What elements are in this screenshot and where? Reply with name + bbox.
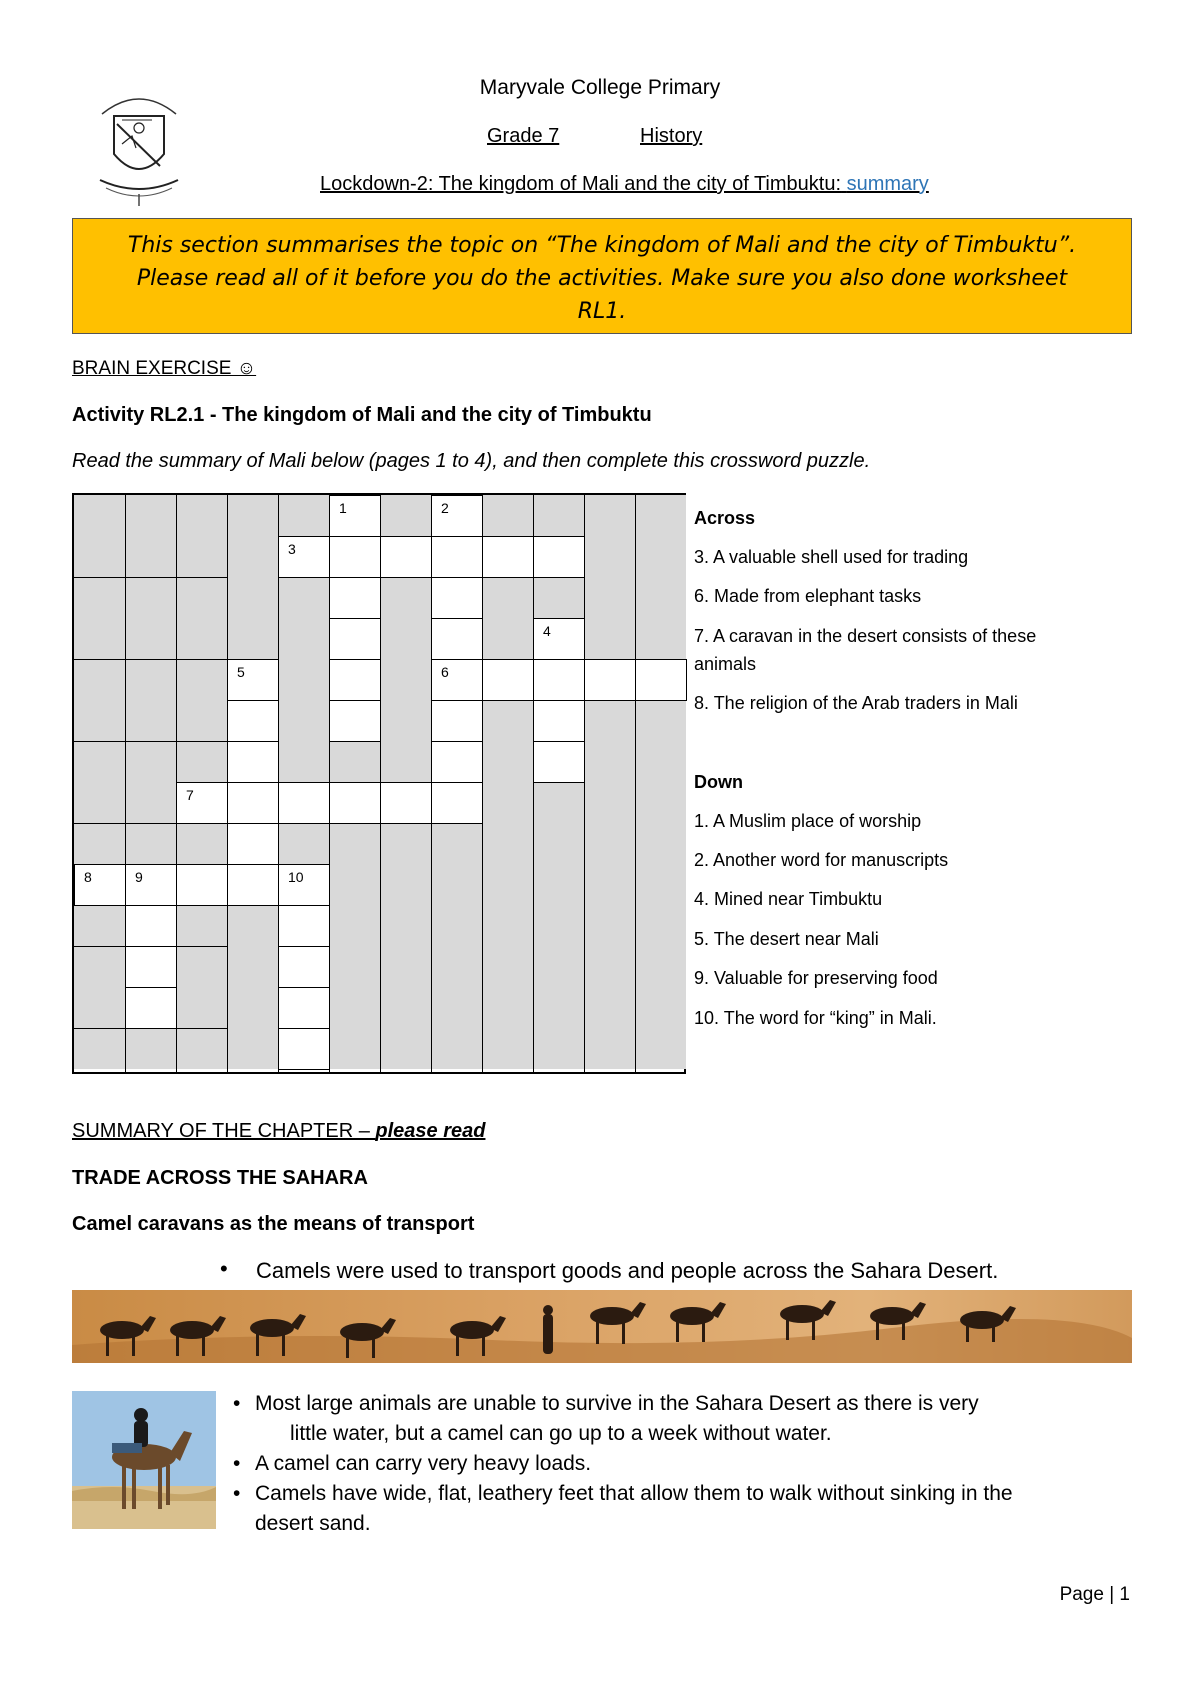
crossword-block-cell bbox=[227, 536, 278, 577]
crossword-block-cell bbox=[74, 577, 125, 618]
crossword-block-cell bbox=[380, 946, 431, 987]
crossword-block-cell bbox=[635, 577, 686, 618]
crossword-block-cell bbox=[227, 577, 278, 618]
notice-line-1: This section summarises the topic on “The kingdom of Mali and the city of Timbuktu”. bbox=[127, 233, 1077, 258]
crossword-block-cell bbox=[176, 1028, 227, 1069]
bullet-continuation: little water, but a camel can go up to a week without water. bbox=[290, 1422, 832, 1445]
bullet-icon: • bbox=[233, 1452, 241, 1475]
crossword-answer-cell[interactable] bbox=[533, 536, 585, 578]
crossword-block-cell bbox=[74, 946, 125, 987]
grid-row-line bbox=[74, 659, 227, 660]
crossword-block-cell bbox=[227, 905, 278, 946]
crossword-block-cell bbox=[482, 1028, 533, 1069]
crossword-block-cell bbox=[278, 659, 329, 700]
crossword-answer-cell[interactable] bbox=[431, 700, 483, 742]
crossword-block-cell bbox=[125, 782, 176, 823]
crossword-block-cell bbox=[482, 577, 533, 618]
crossword-clue-number: 2 bbox=[441, 500, 449, 516]
bullet-icon: • bbox=[233, 1482, 241, 1505]
brain-exercise-heading: BRAIN EXERCISE ☺ bbox=[72, 358, 257, 379]
crossword-answer-cell[interactable] bbox=[635, 659, 687, 701]
notice-line-2: Please read all of it before you do the activities. Make sure you also done worksheet bbox=[136, 266, 1068, 291]
crossword-block-cell bbox=[125, 659, 176, 700]
crossword-clue-number: 7 bbox=[186, 787, 194, 803]
crossword-answer-cell[interactable] bbox=[125, 946, 177, 988]
crossword-block-cell bbox=[74, 659, 125, 700]
crossword-block-cell bbox=[584, 577, 635, 618]
across-clue: 3. A valuable shell used for trading bbox=[694, 547, 969, 567]
down-heading: Down bbox=[694, 772, 743, 792]
bullet-text: Most large animals are unable to survive in the Sahara Desert as there is very bbox=[255, 1392, 979, 1415]
crossword-block-cell bbox=[380, 823, 431, 864]
crossword-block-cell bbox=[533, 864, 584, 905]
crossword-block-cell bbox=[584, 495, 635, 536]
crossword-block-cell bbox=[329, 946, 380, 987]
crossword-block-cell bbox=[74, 782, 125, 823]
crossword-answer-cell[interactable] bbox=[533, 618, 585, 660]
crossword-block-cell bbox=[584, 987, 635, 1028]
crossword-block-cell bbox=[176, 905, 227, 946]
crossword-block-cell bbox=[176, 495, 227, 536]
bullet-item bbox=[233, 1389, 979, 1419]
crossword-answer-cell[interactable] bbox=[380, 536, 432, 578]
crossword-block-cell bbox=[176, 659, 227, 700]
down-clue: 5. The desert near Mali bbox=[694, 929, 879, 949]
crossword-answer-cell[interactable] bbox=[176, 782, 228, 824]
crossword-block-cell bbox=[482, 823, 533, 864]
crossword-grid bbox=[72, 493, 686, 1074]
crossword-block-cell bbox=[125, 577, 176, 618]
crossword-block-cell bbox=[635, 987, 686, 1028]
crossword-clue-number: 8 bbox=[84, 869, 92, 885]
crossword-block-cell bbox=[635, 495, 686, 536]
crossword-block-cell bbox=[533, 495, 584, 536]
crossword-answer-cell[interactable] bbox=[329, 577, 381, 619]
crossword-answer-cell[interactable] bbox=[278, 905, 330, 947]
crossword-block-cell bbox=[431, 864, 482, 905]
crossword-block-cell bbox=[584, 782, 635, 823]
crossword-block-cell bbox=[176, 987, 227, 1028]
crossword-answer-cell[interactable] bbox=[278, 782, 330, 824]
crossword-block-cell bbox=[176, 618, 227, 659]
crossword-answer-cell[interactable] bbox=[278, 946, 330, 988]
crossword-answer-cell[interactable] bbox=[227, 864, 279, 906]
crossword-clue-number: 4 bbox=[543, 623, 551, 639]
crossword-clue-number: 1 bbox=[339, 500, 347, 516]
crossword-clue-number: 9 bbox=[135, 869, 143, 885]
crossword-block-cell bbox=[380, 700, 431, 741]
crossword-block-cell bbox=[74, 1028, 125, 1069]
crossword-block-cell bbox=[431, 823, 482, 864]
crossword-block-cell bbox=[125, 495, 176, 536]
crossword-block-cell bbox=[176, 946, 227, 987]
crossword-answer-cell[interactable] bbox=[227, 659, 279, 701]
crossword-answer-cell[interactable] bbox=[380, 782, 432, 824]
crossword-answer-cell[interactable] bbox=[278, 987, 330, 1029]
crossword-block-cell bbox=[584, 700, 635, 741]
crossword-answer-cell[interactable] bbox=[431, 536, 483, 578]
crossword-answer-cell[interactable] bbox=[329, 495, 381, 537]
crossword-block-cell bbox=[635, 536, 686, 577]
activity-title: Activity RL2.1 - The kingdom of Mali and the city of Timbuktu bbox=[72, 404, 652, 426]
crossword-block-cell bbox=[635, 618, 686, 659]
crossword-answer-cell[interactable] bbox=[227, 700, 279, 742]
crossword-block-cell bbox=[74, 741, 125, 782]
crossword-clue-number: 6 bbox=[441, 664, 449, 680]
crossword-block-cell bbox=[635, 1028, 686, 1069]
summary-heading bbox=[72, 1120, 485, 1143]
crossword-answer-cell[interactable] bbox=[533, 659, 585, 701]
worksheet-title-main: Lockdown-2: The kingdom of Mali and the city of Timbuktu: bbox=[320, 173, 842, 195]
crossword-block-cell bbox=[635, 741, 686, 782]
crossword-block-cell bbox=[431, 987, 482, 1028]
crossword-block-cell bbox=[533, 823, 584, 864]
crossword-block-cell bbox=[74, 536, 125, 577]
down-clue: 9. Valuable for preserving food bbox=[694, 968, 938, 988]
grid-row-line bbox=[74, 577, 227, 578]
crossword-block-cell bbox=[329, 905, 380, 946]
crossword-block-cell bbox=[380, 577, 431, 618]
crossword-answer-cell[interactable] bbox=[533, 700, 585, 742]
crossword-answer-cell[interactable] bbox=[125, 987, 177, 1029]
grid-column-line bbox=[635, 495, 636, 1072]
instruction-notice bbox=[72, 218, 1132, 334]
crossword-block-cell bbox=[74, 495, 125, 536]
activity-instruction: Read the summary of Mali below (pages 1 to 4), and then complete this crossword puzzle. bbox=[72, 450, 871, 472]
crossword-block-cell bbox=[278, 495, 329, 536]
crossword-block-cell bbox=[74, 905, 125, 946]
crossword-block-cell bbox=[431, 1028, 482, 1069]
across-clue: 8. The religion of the Arab traders in Mali bbox=[694, 693, 1018, 713]
crossword-answer-cell[interactable] bbox=[431, 577, 483, 619]
crossword-block-cell bbox=[584, 946, 635, 987]
trade-heading: TRADE ACROSS THE SAHARA bbox=[72, 1167, 368, 1189]
bullet-item bbox=[233, 1479, 1013, 1509]
crossword-block-cell bbox=[125, 823, 176, 864]
crossword-block-cell bbox=[380, 618, 431, 659]
crossword-answer-cell[interactable] bbox=[278, 536, 330, 578]
grid-row-line bbox=[74, 741, 227, 742]
crossword-block-cell bbox=[431, 946, 482, 987]
crossword-answer-cell[interactable] bbox=[278, 1028, 330, 1070]
crossword-answer-cell[interactable] bbox=[329, 659, 381, 701]
crossword-block-cell bbox=[227, 1028, 278, 1069]
crossword-answer-cell[interactable] bbox=[125, 905, 177, 947]
crossword-block-cell bbox=[584, 905, 635, 946]
crossword-answer-cell[interactable] bbox=[125, 864, 177, 906]
down-clue: 10. The word for “king” in Mali. bbox=[694, 1008, 937, 1028]
notice-line-3: RL1. bbox=[577, 299, 627, 324]
crossword-block-cell bbox=[278, 700, 329, 741]
crossword-block-cell bbox=[533, 577, 584, 618]
crossword-answer-cell[interactable] bbox=[431, 782, 483, 824]
crossword-answer-cell[interactable] bbox=[431, 495, 483, 537]
grid-column-line bbox=[533, 495, 534, 1072]
crossword-answer-cell[interactable] bbox=[329, 782, 381, 824]
crossword-block-cell bbox=[278, 741, 329, 782]
crossword-answer-cell[interactable] bbox=[482, 536, 534, 578]
down-clue: 1. A Muslim place of worship bbox=[694, 811, 922, 831]
crossword-clue-number: 3 bbox=[288, 541, 296, 557]
school-crest-logo bbox=[92, 84, 186, 208]
camel-rider-photo bbox=[72, 1391, 216, 1529]
crossword-block-cell bbox=[380, 905, 431, 946]
crossword-clue-number: 5 bbox=[237, 664, 245, 680]
crossword-block-cell bbox=[329, 864, 380, 905]
crossword-block-cell bbox=[227, 495, 278, 536]
crossword-block-cell bbox=[380, 741, 431, 782]
summary-heading-emphasis: please read bbox=[375, 1120, 486, 1142]
crossword-block-cell bbox=[584, 823, 635, 864]
summary-heading-text: SUMMARY OF THE CHAPTER – bbox=[72, 1120, 376, 1142]
crossword-block-cell bbox=[176, 700, 227, 741]
crossword-block-cell bbox=[635, 782, 686, 823]
crossword-block-cell bbox=[482, 741, 533, 782]
crossword-block-cell bbox=[533, 987, 584, 1028]
crossword-block-cell bbox=[482, 946, 533, 987]
crossword-block-cell bbox=[227, 946, 278, 987]
crossword-block-cell bbox=[482, 864, 533, 905]
crossword-answer-cell[interactable] bbox=[278, 864, 330, 906]
camel-caravans-heading: Camel caravans as the means of transport bbox=[72, 1213, 475, 1235]
bullet-icon: • bbox=[220, 1256, 228, 1281]
crossword-block-cell bbox=[482, 618, 533, 659]
crossword-block-cell bbox=[329, 987, 380, 1028]
crossword-block-cell bbox=[635, 905, 686, 946]
crossword-answer-cell[interactable] bbox=[329, 536, 381, 578]
crossword-block-cell bbox=[125, 741, 176, 782]
grid-column-line bbox=[584, 495, 585, 1072]
bullet-text: Camels were used to transport goods and people across the Sahara Desert. bbox=[256, 1258, 999, 1283]
crossword-block-cell bbox=[125, 536, 176, 577]
bullet-text: Camels have wide, flat, leathery feet that allow them to walk without sinking in the bbox=[255, 1482, 1013, 1505]
crossword-block-cell bbox=[533, 1028, 584, 1069]
crossword-answer-cell[interactable] bbox=[431, 741, 483, 783]
down-clue: 2. Another word for manuscripts bbox=[694, 850, 949, 870]
crossword-block-cell bbox=[482, 495, 533, 536]
subject-label: History bbox=[640, 125, 703, 147]
crossword-block-cell bbox=[584, 1028, 635, 1069]
crossword-block-cell bbox=[74, 823, 125, 864]
crossword-answer-cell[interactable] bbox=[584, 659, 636, 701]
crossword-block-cell bbox=[125, 700, 176, 741]
bullet-continuation: desert sand. bbox=[255, 1512, 371, 1535]
crossword-block-cell bbox=[431, 905, 482, 946]
crossword-block-cell bbox=[176, 823, 227, 864]
crossword-block-cell bbox=[125, 1028, 176, 1069]
crossword-block-cell bbox=[380, 659, 431, 700]
crossword-block-cell bbox=[278, 577, 329, 618]
crossword-block-cell bbox=[635, 864, 686, 905]
crossword-block-cell bbox=[380, 1028, 431, 1069]
crossword-block-cell bbox=[329, 741, 380, 782]
worksheet-title bbox=[320, 173, 929, 196]
crossword-answer-cell[interactable] bbox=[329, 618, 381, 660]
crossword-block-cell bbox=[380, 864, 431, 905]
crossword-block-cell bbox=[635, 700, 686, 741]
crossword-block-cell bbox=[380, 495, 431, 536]
crossword-block-cell bbox=[482, 905, 533, 946]
crossword-answer-cell[interactable] bbox=[482, 659, 534, 701]
crossword-clue-number: 10 bbox=[288, 869, 304, 885]
bullet-icon: • bbox=[233, 1392, 241, 1415]
bullet-item bbox=[233, 1449, 591, 1479]
crossword-answer-cell[interactable] bbox=[227, 823, 279, 865]
bullet-text: A camel can carry very heavy loads. bbox=[255, 1452, 592, 1475]
crossword-block-cell bbox=[278, 618, 329, 659]
crossword-block-cell bbox=[74, 618, 125, 659]
crossword-answer-cell[interactable] bbox=[329, 700, 381, 742]
crossword-block-cell bbox=[329, 1028, 380, 1069]
crossword-block-cell bbox=[482, 782, 533, 823]
crossword-answer-cell[interactable] bbox=[227, 782, 279, 824]
crossword-block-cell bbox=[635, 946, 686, 987]
across-clue: 7. A caravan in the desert consists of these bbox=[694, 626, 1037, 646]
crossword-block-cell bbox=[584, 536, 635, 577]
crossword-block-cell bbox=[125, 618, 176, 659]
crossword-block-cell bbox=[380, 987, 431, 1028]
down-clue: 4. Mined near Timbuktu bbox=[694, 889, 883, 909]
across-clue-continued: animals bbox=[694, 654, 757, 674]
crossword-answer-cell[interactable] bbox=[176, 864, 228, 906]
crossword-answer-cell[interactable] bbox=[533, 741, 585, 783]
crossword-block-cell bbox=[482, 987, 533, 1028]
crossword-block-cell bbox=[74, 700, 125, 741]
crossword-block-cell bbox=[635, 823, 686, 864]
across-clue: 6. Made from elephant tasks bbox=[694, 586, 922, 606]
crossword-block-cell bbox=[584, 741, 635, 782]
crossword-block-cell bbox=[74, 987, 125, 1028]
page-number: Page | 1 bbox=[1059, 1584, 1130, 1605]
crossword-block-cell bbox=[329, 823, 380, 864]
bullet-item bbox=[222, 1258, 998, 1284]
crossword-block-cell bbox=[533, 782, 584, 823]
crossword-block-cell bbox=[278, 823, 329, 864]
crossword-block-cell bbox=[533, 946, 584, 987]
crossword-block-cell bbox=[584, 618, 635, 659]
crossword-answer-cell[interactable] bbox=[431, 618, 483, 660]
crossword-block-cell bbox=[584, 864, 635, 905]
crossword-block-cell bbox=[176, 741, 227, 782]
crossword-block-cell bbox=[176, 536, 227, 577]
crossword-block-cell bbox=[227, 618, 278, 659]
school-name: Maryvale College Primary bbox=[479, 76, 721, 99]
crossword-answer-cell[interactable] bbox=[74, 864, 126, 906]
grade-label: Grade 7 bbox=[487, 125, 560, 147]
crossword-answer-cell[interactable] bbox=[431, 659, 483, 701]
summary-link[interactable]: summary bbox=[846, 173, 929, 195]
crossword-block-cell bbox=[227, 987, 278, 1028]
crossword-block-cell bbox=[176, 577, 227, 618]
camel-caravan-banner bbox=[72, 1290, 1132, 1363]
across-heading: Across bbox=[694, 508, 756, 528]
crossword-answer-cell[interactable] bbox=[227, 741, 279, 783]
crossword-block-cell bbox=[482, 700, 533, 741]
crossword-block-cell bbox=[533, 905, 584, 946]
